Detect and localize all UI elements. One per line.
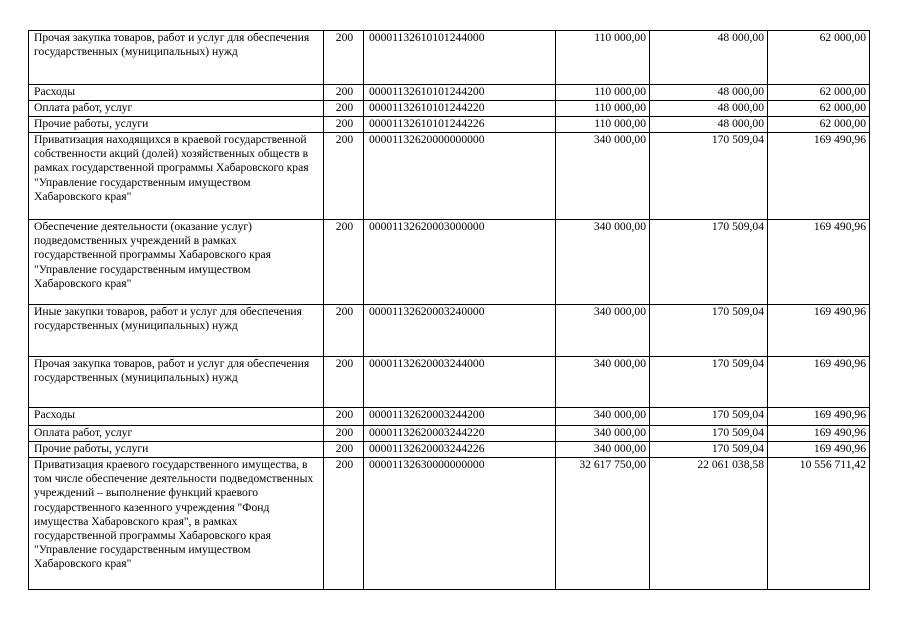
table-row xyxy=(29,408,870,426)
row-code-cell: 200 xyxy=(324,85,364,101)
row-classification-cell: 00001132620003244000 xyxy=(364,357,556,408)
row-classification-cell: 00001132630000000000 xyxy=(364,458,556,590)
row-code-cell: 200 xyxy=(324,305,364,357)
row-code-cell: 200 xyxy=(324,101,364,117)
table-row xyxy=(29,458,870,590)
row-name-cell: Обеспечение деятельности (оказание услуг) подведомственных учреждений в рамках государственной программы Хабаровского края "Управление государственным имуществом Хабаровского края" xyxy=(29,220,324,305)
row-name-cell: Прочая закупка товаров, работ и услуг для обеспечения государственных (муниципальных) нужд xyxy=(29,357,324,408)
row-classification-cell: 00001132610101244220 xyxy=(364,101,556,117)
row-executed-cell: 48 000,00 xyxy=(650,117,768,133)
table-row xyxy=(29,305,870,357)
row-code-cell: 200 xyxy=(324,426,364,442)
row-classification-cell: 00001132610101244226 xyxy=(364,117,556,133)
row-unexecuted-cell: 62 000,00 xyxy=(768,117,870,133)
row-approved-cell: 32 617 750,00 xyxy=(556,458,650,590)
row-approved-cell: 340 000,00 xyxy=(556,426,650,442)
row-unexecuted-cell: 62 000,00 xyxy=(768,31,870,85)
row-name-cell: Оплата работ, услуг xyxy=(29,101,324,117)
row-executed-cell: 170 509,04 xyxy=(650,357,768,408)
row-approved-cell: 110 000,00 xyxy=(556,117,650,133)
row-name-cell: Расходы xyxy=(29,85,324,101)
row-unexecuted-cell: 62 000,00 xyxy=(768,85,870,101)
table-row xyxy=(29,357,870,408)
row-executed-cell: 48 000,00 xyxy=(650,31,768,85)
row-code-cell: 200 xyxy=(324,458,364,590)
row-executed-cell: 170 509,04 xyxy=(650,305,768,357)
row-executed-cell: 170 509,04 xyxy=(650,426,768,442)
row-unexecuted-cell: 62 000,00 xyxy=(768,101,870,117)
row-name-cell: Приватизация находящихся в краевой государственной собственности акций (долей) хозяйственных обществ в рамках государственной программы Хабаровского края "Управление государственным имуществом Хабаровского края" xyxy=(29,133,324,220)
row-approved-cell: 110 000,00 xyxy=(556,101,650,117)
budget-execution-table xyxy=(28,30,870,590)
row-executed-cell: 22 061 038,58 xyxy=(650,458,768,590)
table-row xyxy=(29,31,870,85)
row-unexecuted-cell: 10 556 711,42 xyxy=(768,458,870,590)
row-code-cell: 200 xyxy=(324,220,364,305)
row-classification-cell: 00001132620003240000 xyxy=(364,305,556,357)
row-name-cell: Прочие работы, услуги xyxy=(29,117,324,133)
row-executed-cell: 170 509,04 xyxy=(650,408,768,426)
row-code-cell: 200 xyxy=(324,357,364,408)
row-approved-cell: 340 000,00 xyxy=(556,442,650,458)
row-approved-cell: 110 000,00 xyxy=(556,31,650,85)
row-classification-cell: 00001132620003244226 xyxy=(364,442,556,458)
row-approved-cell: 340 000,00 xyxy=(556,408,650,426)
row-name-cell: Иные закупки товаров, работ и услуг для обеспечения государственных (муниципальных) нужд xyxy=(29,305,324,357)
row-code-cell: 200 xyxy=(324,117,364,133)
table-row xyxy=(29,101,870,117)
row-approved-cell: 340 000,00 xyxy=(556,220,650,305)
row-code-cell: 200 xyxy=(324,442,364,458)
row-unexecuted-cell: 169 490,96 xyxy=(768,442,870,458)
table-row xyxy=(29,133,870,220)
row-executed-cell: 170 509,04 xyxy=(650,442,768,458)
table-row xyxy=(29,426,870,442)
row-name-cell: Прочая закупка товаров, работ и услуг для обеспечения государственных (муниципальных) нужд xyxy=(29,31,324,85)
row-classification-cell: 00001132610101244000 xyxy=(364,31,556,85)
row-unexecuted-cell: 169 490,96 xyxy=(768,357,870,408)
row-unexecuted-cell: 169 490,96 xyxy=(768,133,870,220)
row-unexecuted-cell: 169 490,96 xyxy=(768,426,870,442)
table-row xyxy=(29,220,870,305)
row-code-cell: 200 xyxy=(324,31,364,85)
row-executed-cell: 170 509,04 xyxy=(650,133,768,220)
row-executed-cell: 48 000,00 xyxy=(650,85,768,101)
row-executed-cell: 170 509,04 xyxy=(650,220,768,305)
row-name-cell: Приватизация краевого государственного имущества, в том числе обеспечение деятельности подведомственных учреждений – выполнение функций краевого государственного казенного учреждения "Фонд имущества Хабаровского края", в рамках государственной программы Хабаровского края "Управление государственным имуществом Хабаровского края" xyxy=(29,458,324,590)
table-row xyxy=(29,117,870,133)
row-classification-cell: 00001132610101244200 xyxy=(364,85,556,101)
row-approved-cell: 340 000,00 xyxy=(556,133,650,220)
row-classification-cell: 00001132620003244220 xyxy=(364,426,556,442)
row-approved-cell: 340 000,00 xyxy=(556,357,650,408)
row-classification-cell: 00001132620003000000 xyxy=(364,220,556,305)
row-approved-cell: 340 000,00 xyxy=(556,305,650,357)
row-name-cell: Прочие работы, услуги xyxy=(29,442,324,458)
table-row xyxy=(29,85,870,101)
row-unexecuted-cell: 169 490,96 xyxy=(768,220,870,305)
row-code-cell: 200 xyxy=(324,133,364,220)
row-approved-cell: 110 000,00 xyxy=(556,85,650,101)
row-classification-cell: 00001132620000000000 xyxy=(364,133,556,220)
row-name-cell: Оплата работ, услуг xyxy=(29,426,324,442)
row-classification-cell: 00001132620003244200 xyxy=(364,408,556,426)
row-code-cell: 200 xyxy=(324,408,364,426)
row-unexecuted-cell: 169 490,96 xyxy=(768,305,870,357)
row-name-cell: Расходы xyxy=(29,408,324,426)
table-row xyxy=(29,442,870,458)
row-unexecuted-cell: 169 490,96 xyxy=(768,408,870,426)
row-executed-cell: 48 000,00 xyxy=(650,101,768,117)
